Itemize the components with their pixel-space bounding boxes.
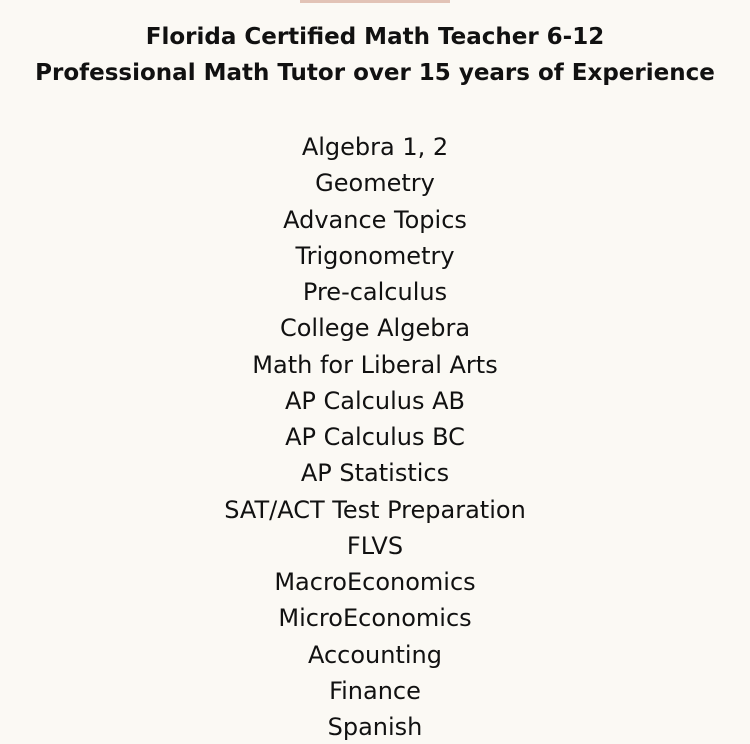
subject-item: Math for Liberal Arts <box>252 350 498 379</box>
subject-item: Trigonometry <box>295 241 455 270</box>
subject-item: Pre-calculus <box>302 278 448 306</box>
subject-item: MacroEconomics <box>274 568 476 596</box>
subject-item: Spanish <box>327 713 423 741</box>
subject-item: College Algebra <box>279 314 471 343</box>
top-edge-decoration <box>300 0 450 3</box>
subject-item: Geometry <box>315 169 435 198</box>
headline-experience: Professional Math Tutor over 15 years of Experience <box>35 60 715 86</box>
subject-item: Algebra 1, 2 <box>301 133 449 161</box>
subject-item: SAT/ACT Test Preparation <box>224 495 526 524</box>
subject-item: MicroEconomics <box>278 604 472 633</box>
subject-item: FLVS <box>346 531 404 560</box>
subject-item: Accounting <box>307 640 442 669</box>
subject-item: Finance <box>329 676 421 705</box>
subject-item: Advance Topics <box>283 205 467 234</box>
subject-item: AP Calculus BC <box>285 423 465 451</box>
subject-item: AP Statistics <box>300 459 450 488</box>
subject-list <box>0 129 750 744</box>
subject-item: AP Calculus AB <box>285 386 465 415</box>
headline-credential: Florida Certified Math Teacher 6-12 <box>145 24 605 50</box>
